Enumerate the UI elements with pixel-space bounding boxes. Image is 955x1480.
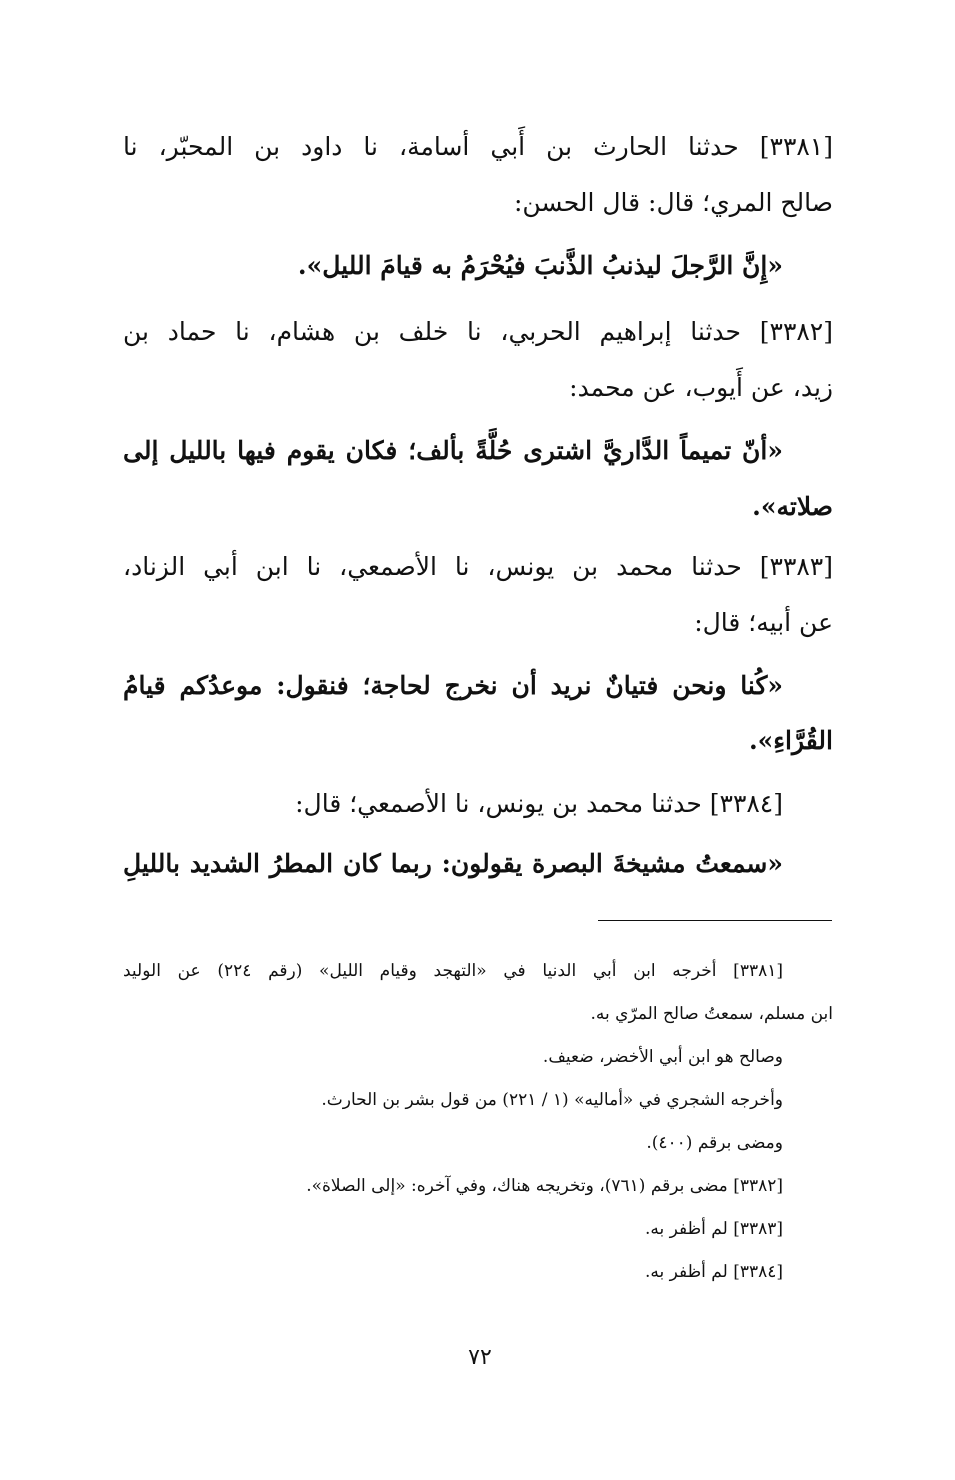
entry-3382-quote-line-2: صلاته». bbox=[752, 492, 833, 521]
footnote-3384: [٣٣٨٤] لم أظفر به. bbox=[645, 1262, 783, 1282]
footnote-3381-line-4: وأخرجه الشجري في «أماليه» (١ / ٢٢١) من قول بشر بن الحارث. bbox=[321, 1090, 783, 1110]
entry-3382-quote-line-1: «أنّ تميماً الدَّاريَّ اشترى حُلَّةً بألف؛ فكان يقوم فيها بالليل إلى bbox=[123, 436, 783, 465]
entry-3383-line-1: [٣٣٨٣] حدثنا محمد بن يونس، نا الأصمعي، نا ابن أبي الزناد، bbox=[123, 552, 833, 581]
entry-3381-line-2: صالح المري؛ قال: قال الحسن: bbox=[513, 188, 833, 217]
footnote-3382: [٣٣٨٢] مضى برقم (٧٦١)، وتخريجه هناك، وفي آخره: «إلى الصلاة». bbox=[306, 1176, 783, 1196]
page-number: ٧٢ bbox=[468, 1345, 492, 1370]
footnote-divider bbox=[598, 920, 832, 921]
entry-3381-line-1: [٣٣٨١] حدثنا الحارث بن أَبي أسامة، نا داود بن المحبّر، نا bbox=[123, 132, 833, 161]
footnote-3381-line-3: وصالح هو ابن أبي الأخضر، ضعيف. bbox=[542, 1047, 783, 1067]
entry-3384-line-1: [٣٣٨٤] حدثنا محمد بن يونس، نا الأصمعي؛ قال: bbox=[295, 789, 783, 818]
footnote-3381-line-2: ابن مسلم، سمعتُ صالح المرّي به. bbox=[590, 1004, 833, 1024]
footnote-3383: [٣٣٨٣] لم أظفر به. bbox=[645, 1219, 783, 1239]
entry-3381-quote: «إِنَّ الرَّجلَ ليذنبُ الذَّنبَ فيُحْرَمُ به قيامَ الليل». bbox=[297, 251, 783, 280]
entry-3383-quote-line-2: القُرَّاءِ». bbox=[748, 726, 833, 755]
footnote-3381-line-5: ومضى برقم (٤٠٠). bbox=[646, 1133, 783, 1153]
entry-3383-quote-line-1: «كُنا ونحن فتيانٌ نريد أن نخرج لحاجة؛ فنقول: موعدُكم قيامُ bbox=[123, 671, 783, 700]
entry-3382-line-1: [٣٣٨٢] حدثنا إبراهيم الحربي، نا خلف بن هشام، نا حماد بن bbox=[123, 317, 833, 346]
entry-3384-quote-line-1: «سمعتُ مشيخةَ البصرة يقولون: ربما كان المطرُ الشديد بالليلِ bbox=[123, 849, 783, 878]
footnote-3381-line-1: [٣٣٨١] أخرجه ابن أبي الدنيا في «التهجد وقيام الليل» (رقم ٢٢٤) عن الوليد bbox=[123, 961, 783, 981]
entry-3383-line-2: عن أبيه؛ قال: bbox=[694, 608, 833, 637]
entry-3382-line-2: زيد، عن أَيوب، عن محمد: bbox=[569, 373, 833, 402]
